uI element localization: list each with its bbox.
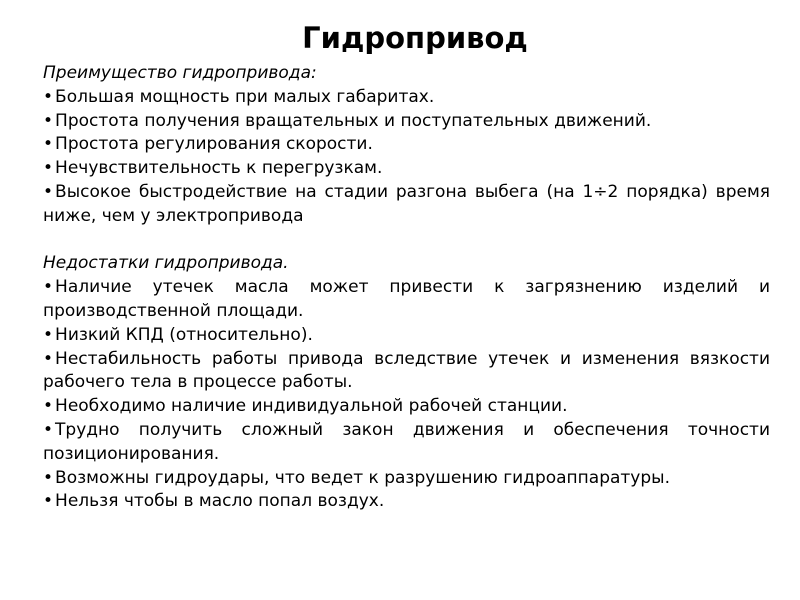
list-item-text: Возможны гидроудары, что ведет к разрушению гидроаппаратуры.: [55, 467, 670, 488]
bullet-icon: •: [43, 419, 54, 440]
list-item-text: Нестабильность работы привода вследствие утечек и изменения вязкости рабочего тела в процессе работы.: [43, 348, 770, 393]
section-spacer: [43, 229, 770, 253]
slide-title: Гидропривод: [302, 21, 528, 55]
list-item: [43, 490, 770, 514]
bullet-icon: •: [43, 86, 54, 107]
advantages-heading: Преимущество гидропривода:: [43, 63, 317, 83]
bullet-icon: •: [43, 491, 54, 512]
list-item: [43, 181, 770, 229]
advantages-list: [43, 86, 770, 229]
list-item-text: Высокое быстродействие на стадии разгона выбега (на 1÷2 порядка) время ниже, чем у электропривода: [43, 181, 770, 226]
disadvantages-heading: Недостатки гидропривода.: [43, 253, 289, 274]
list-item: [43, 348, 770, 396]
list-item: [43, 395, 770, 419]
list-item: [43, 86, 770, 110]
list-item: [43, 276, 770, 324]
bullet-icon: •: [43, 396, 54, 417]
bullet-icon: •: [43, 348, 54, 369]
bullet-icon: •: [43, 277, 54, 298]
list-item: [43, 324, 770, 348]
list-item-text: Необходимо наличие индивидуальной рабочей станции.: [55, 396, 568, 417]
list-item-text: Трудно получить сложный закон движения и обеспечения точности позиционирования.: [43, 419, 770, 464]
list-item-text: Нельзя чтобы в масло попал воздух.: [55, 491, 385, 512]
list-item: [43, 133, 770, 157]
list-item-text: Большая мощность при малых габаритах.: [55, 86, 435, 107]
bullet-icon: •: [43, 134, 54, 155]
list-item-text: Простота регулирования скорости.: [55, 134, 373, 155]
slide-content: [43, 62, 770, 514]
list-item: [43, 157, 770, 181]
list-item: [43, 467, 770, 491]
list-item: [43, 110, 770, 134]
bullet-icon: •: [43, 158, 54, 179]
list-item-text: Наличие утечек масла может привести к загрязнению изделий и производственной площади.: [43, 277, 770, 321]
list-item-text: Простота получения вращательных и поступательных движений.: [55, 110, 652, 131]
list-item-text: Низкий КПД (относительно).: [55, 324, 313, 345]
bullet-icon: •: [43, 467, 54, 488]
list-item-text: Нечувствительность к перегрузкам.: [55, 158, 383, 179]
bullet-icon: •: [43, 181, 54, 202]
bullet-icon: •: [43, 110, 54, 131]
disadvantages-list: [43, 276, 770, 514]
bullet-icon: •: [43, 324, 54, 345]
list-item: [43, 419, 770, 467]
